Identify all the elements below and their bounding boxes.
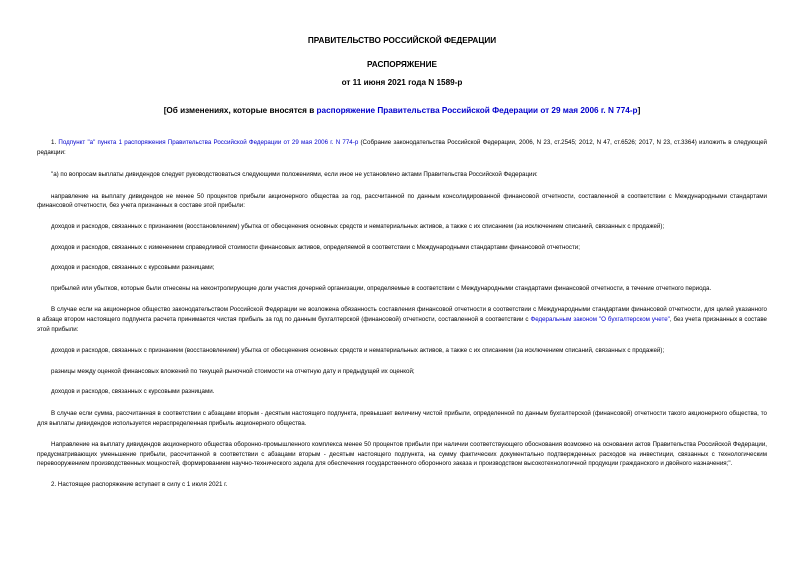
paragraph-4: доходов и расходов, связанных с признанием (восстановлением) убытка от обесценения основных средств и нематериальных активов, а также с их списанием (за исключением списаний, связанных с продажей); [51,222,665,230]
paragraph-6: доходов и расходов, связанных с курсовыми разницами; [51,264,215,272]
paragraph-8 [37,305,767,334]
subject-suffix: ] [637,106,641,115]
paragraph-11: доходов и расходов, связанных с курсовыми разницами. [51,388,215,396]
paragraph-13: Направление на выплату дивидендов акционерного общества оборонно-промышленного комплекса менее 50 процентов прибыли при наличии соответствующего обоснования возможно на основании актов Правительства Российской Федерации, предусматривающих уменьшение прибыли, рассчитанной в соответствии с абзацами вторым - десятым настоящего подпункта, на сумму фактических документально подтвержденных расходов на инвестиции, связанных с технологическим перевооружением производственных мощностей, формированием научно-технического задела для обеспечения государственного оборонного заказа и производством высокотехнологичной продукции гражданского и двойного назначения;". [37,441,767,468]
subparagraph-a-link[interactable]: Подпункт "а" пункта 1 распоряжения Правительства Российской Федерации от 29 мая 2006 г. N 774-р [58,139,359,146]
paragraph-14: 2. Настоящее распоряжение вступает в силу с 1 июля 2021 г. [51,480,228,488]
document-subject [37,106,767,115]
paragraph-5: доходов и расходов, связанных с изменением справедливой стоимости финансовых активов, определяемой в соответствии с Международными стандартами финансовой отчетности; [51,243,580,251]
paragraph-2: "а) по вопросам выплаты дивидендов следует руководствоваться следующими положениями, если иное не установлено актами Правительства Российской Федерации: [51,171,538,179]
document-body [37,138,767,489]
document-date: от 11 июня 2021 года N 1589-р [341,78,463,87]
paragraph-3: направление на выплату дивидендов не менее 50 процентов прибыли акционерного общества за год, рассчитанной по данным консолидированной финансовой отчетности, составленной в соответствии с Международными стандартами финансовой отчетности, без учета признанных в составе этой прибыли: [37,192,767,210]
subject-prefix: [Об изменениях, которые вносятся в [163,106,317,115]
issuing-authority: ПРАВИТЕЛЬСТВО РОССИЙСКОЙ ФЕДЕРАЦИИ [307,36,497,45]
paragraph-7: прибылей или убытков, которые были отнесены на неконтролирующие доли участия дочерней организации, определяемые в соответствии с Международными стандартами финансовой отчетности, в течение отчетного периода. [51,284,712,292]
paragraph-10: разницы между оценкой финансовых вложений по текущей рыночной стоимости на отчетную дату и предыдущей их оценкой; [51,367,415,375]
paragraph-8-prefix: В случае если на акционерное общество законодательством Российской Федерации не возложена обязанность составления финансовой отчетности в соответствии с Международными стандартами финансовой отчетности, для целей указанного в абзаце втором настоящего подпункта расчета принимается чистая прибыль за год по данным бухгалтерской (финансовой) отчетности, составленной в соответствии с [37,306,767,323]
paragraph-8-suffix: , без учета признанных в составе этой прибыли: [37,315,767,333]
paragraph-1-prefix: 1. [51,139,59,146]
amended-order-link[interactable]: распоряжение Правительства Российской Федерации от 29 мая 2006 г. N 774-р [316,106,638,115]
paragraph-12: В случае если сумма, рассчитанная в соответствии с абзацами вторым - десятым настоящего подпункта, превышает величину чистой прибыли, определенной по данным бухгалтерской (финансовой) отчетности такого акционерного общества, то для выплаты дивидендов используется нераспределенная прибыль акционерного общества. [37,409,767,427]
document-type: РАСПОРЯЖЕНИЕ [367,60,437,69]
paragraph-1 [37,138,767,157]
paragraph-1-suffix: (Собрание законодательства Российской Федерации, 2006, N 23, ст.2545; 2012, N 47, ст.6526; 2017, N 23, ст.3364) изложить в следующей редакции: [37,139,767,156]
accounting-law-link[interactable]: Федеральным законом "О бухгалтерском учете" [530,315,670,323]
paragraph-9: доходов и расходов, связанных с признанием (восстановлением) убытка от обесценения основных средств и нематериальных активов, а также с их списанием (за исключением списаний, связанных с продажей); [51,347,665,355]
